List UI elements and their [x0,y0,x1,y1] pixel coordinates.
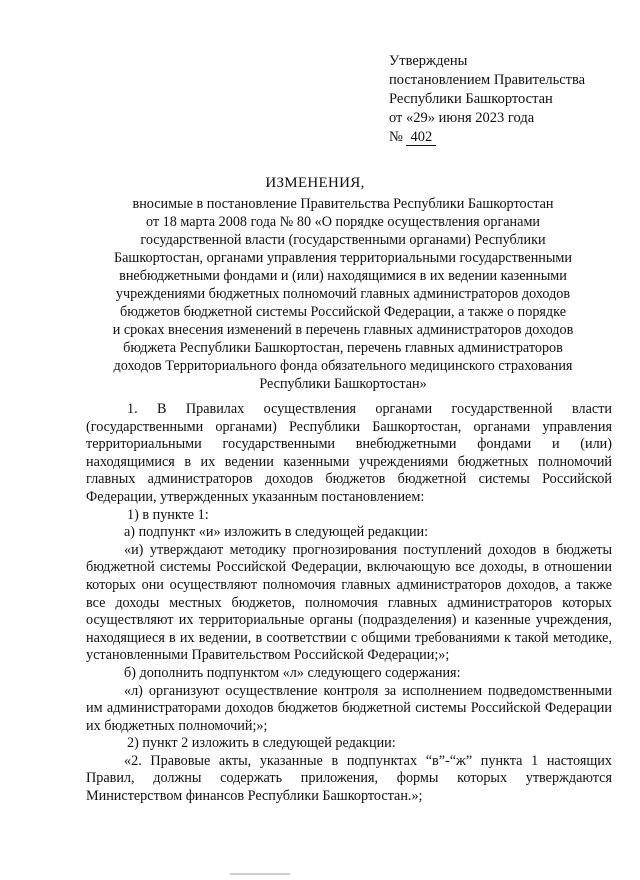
subtitle-line: учреждениями бюджетных полномочий главных администраторов доходов [115,286,571,302]
subtitle-line: доходов Территориального фонда обязательного медицинского страхования [113,358,573,374]
subtitle-line: Республики Башкортостан» [259,376,427,392]
document-heading: ИЗМЕНЕНИЯ, [265,175,365,191]
subtitle-line: Башкортостан, органами управления территориальными государственными [113,250,572,266]
subtitle-line: вносимые в постановление Правительства Республики Башкортостан [132,196,554,212]
scan-artifact [230,873,290,875]
paragraph-quote-2: «2. Правовые акты, указанные в подпунктах “в”-“ж” пункта 1 настоящих Правил, должны содержать приложения, формы которых утверждаются Министерством финансов Республики Башкортостан.»; [86,752,612,805]
decree-number: 402 [406,129,436,146]
approval-line-2: постановлением Правительства [389,72,586,88]
approval-line-1: Утверждены [389,53,468,69]
document-body [86,401,612,806]
paragraph-subitem-a: а) подпункт «и» изложить в следующей редакции: [124,524,429,541]
subtitle-line: государственной власти (государственными органами) Республики [140,232,546,248]
approval-line-3: Республики Башкортостан [389,91,553,107]
approval-date: от «29» июня 2023 года [389,110,535,126]
subtitle-line: и сроках внесения изменений в перечень главных администраторов доходов [112,322,574,338]
paragraph-subitem-1: 1) в пункте 1: [127,506,209,523]
subtitle-line: внебюджетными фондами и (или) находящимися в их ведении казенными [119,268,567,284]
approval-block [389,52,629,147]
subtitle-line: от 18 марта 2008 года № 80 «О порядке осуществления органами [145,214,541,230]
paragraph-subitem-b: б) дополнить подпунктом «л» следующего содержания: [124,664,461,681]
paragraph-quote-i: «и) утверждают методику прогнозирования поступлений доходов в бюджеты бюджетной системы Российской Федерации, включающую все доходы, в отношении которых они осуществляют полномочия главных администраторов доходов, а также все доходы местных бюджетов, полномочия главных администраторов которых осуществляют их территориальные органы (подразделения) и казенные учреждения, находящиеся в их ведении, в соответствии с общими требованиями к такой методике, установленными Правительством Российской Федерации;»; [86,541,612,664]
paragraph-quote-l: «л) организуют осуществление контроля за исполнением подведомственными им администраторами доходов бюджетов бюджетной системы Российской Федерации их бюджетных полномочий;»; [86,682,612,734]
number-sign: № [389,129,403,145]
paragraph-item-1: 1. В Правилах осуществления органами государственной власти (государственными органами) Республики Башкортостан, органами управления территориальными государственными внебюджетными фондами и (или) находящимися в их ведении казенными учреждениями бюджетных полномочий главных администраторов доходов бюджетов бюджетной системы Российской Федерации, утвержденных указанным постановлением: [86,401,612,505]
document-subtitle [78,195,608,393]
subtitle-line: бюджетов бюджетной системы Российской Федерации, а также о порядке [119,304,566,320]
approval-number-line [389,128,629,147]
paragraph-subitem-2: 2) пункт 2 изложить в следующей редакции: [127,735,396,752]
subtitle-line: бюджета Республики Башкортостан, перечень главных администраторов [123,340,563,356]
